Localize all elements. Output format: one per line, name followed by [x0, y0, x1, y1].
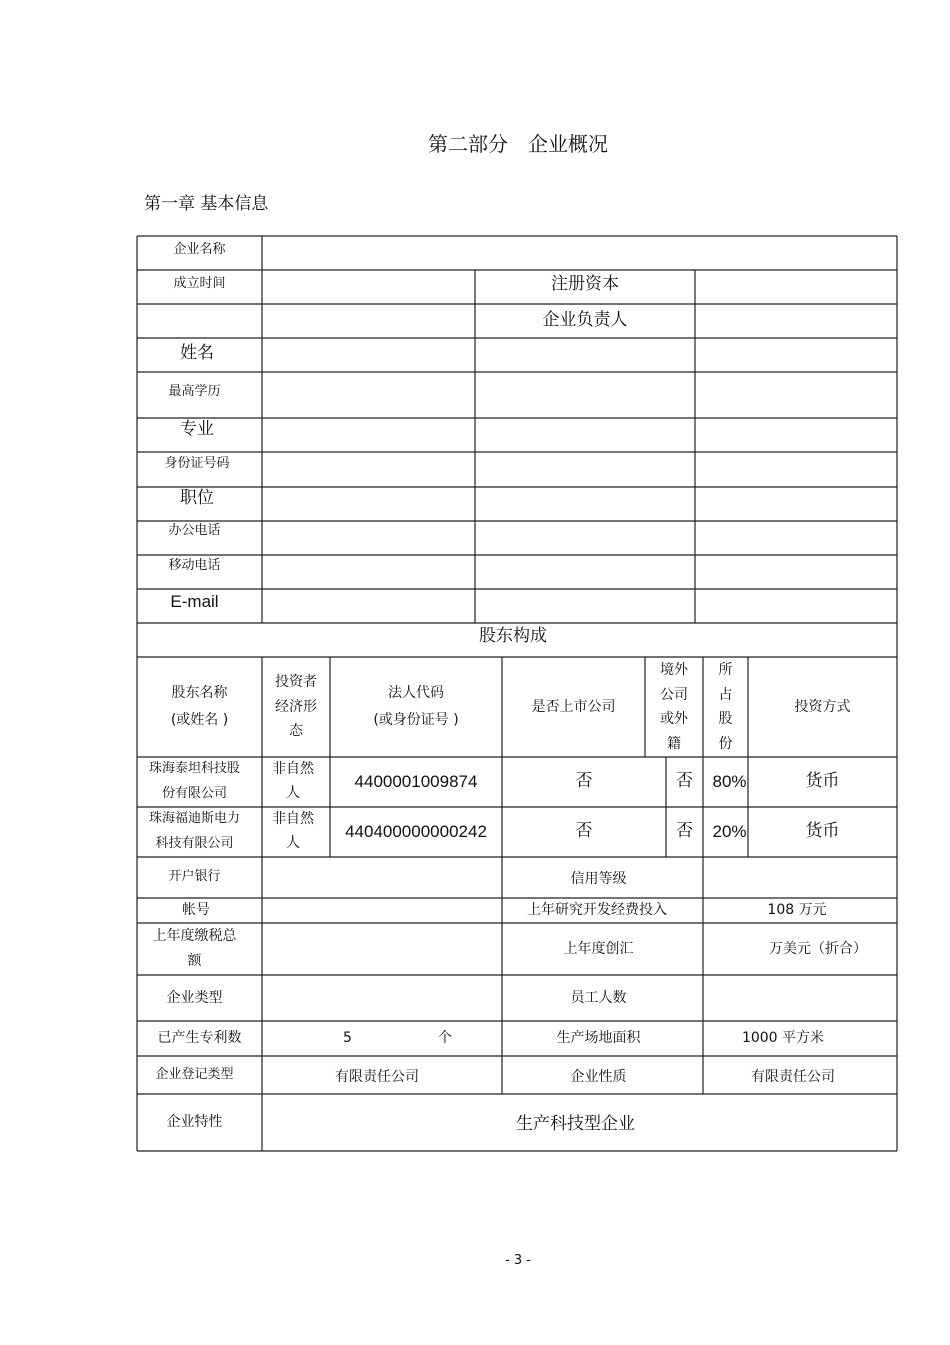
- forex-earnings-value: 万美元（折合）: [769, 940, 867, 957]
- position-label: 职位: [180, 488, 214, 509]
- col-header-line: 态: [289, 723, 303, 740]
- col-header-investor-type: [262, 657, 330, 757]
- col-header-line: 法人代码: [388, 685, 444, 702]
- col-header-shareholder-name: [137, 657, 262, 757]
- table-row-cell-name: [137, 807, 252, 857]
- patent-count-label: 已产生专利数: [157, 1030, 242, 1047]
- col-header-listed: 是否上市公司: [531, 698, 616, 715]
- table-row-cell-type: [262, 807, 324, 857]
- leader-label: 企业负责人: [542, 310, 628, 331]
- col-header-legal-code: [330, 657, 502, 757]
- rd-investment-value: 108 万元: [767, 902, 827, 919]
- staff-count-label: 员工人数: [570, 989, 627, 1006]
- company-type-label: 企业类型: [166, 989, 223, 1006]
- table-row-cell-method: 货币: [805, 771, 840, 792]
- table-row-cell-code: 4400001009874: [354, 772, 478, 792]
- table-row-cell-share: 20%: [712, 822, 747, 842]
- col-header-line: 股: [718, 711, 733, 727]
- company-nature-value: 有限责任公司: [751, 1068, 835, 1085]
- page-title: 第二部分 企业概况: [428, 132, 608, 156]
- registered-capital-label: 注册资本: [551, 274, 619, 295]
- cell-line: 人: [286, 835, 300, 851]
- col-header-line: (或身份证号 ): [373, 712, 459, 728]
- table-row-cell-foreign: 否: [676, 821, 693, 842]
- table-row-cell-method: 货币: [805, 821, 840, 842]
- education-label: 最高学历: [168, 383, 221, 399]
- table-row-cell-listed: 否: [575, 821, 593, 842]
- col-header-line: 占: [718, 686, 733, 703]
- site-area-value: 1000 平方米: [741, 1030, 825, 1047]
- label-line: 额: [187, 953, 202, 969]
- major-label: 专业: [180, 419, 214, 440]
- table-row-cell-share: 80%: [712, 772, 747, 792]
- cell-line: 人: [286, 785, 300, 801]
- company-name-label: 企业名称: [173, 241, 226, 257]
- credit-level-label: 信用等级: [570, 870, 627, 887]
- col-header-line: 股东名称: [171, 685, 228, 702]
- chapter-heading: 第一章 基本信息: [144, 194, 269, 214]
- shareholders-section-title: 股东构成: [479, 626, 547, 647]
- col-header-line: 份: [718, 735, 733, 752]
- office-phone-label: 办公电话: [168, 522, 221, 538]
- col-header-invest-method: 投资方式: [794, 698, 851, 715]
- cell-line: 非自然: [272, 811, 314, 828]
- table-row-cell-name: [137, 757, 252, 807]
- site-area-label: 生产场地面积: [556, 1030, 641, 1047]
- col-header-line: 籍: [667, 735, 681, 752]
- col-header-line: 经济形: [275, 698, 317, 715]
- col-header-line: (或姓名 ): [170, 712, 229, 728]
- col-header-foreign: [645, 657, 703, 757]
- cell-line: 非自然: [272, 761, 314, 778]
- account-label: 帐号: [182, 902, 210, 919]
- col-header-line: 投资者: [275, 674, 317, 691]
- forex-earnings-label: 上年度创汇: [563, 940, 634, 957]
- page-number: - 3 -: [505, 1253, 531, 1268]
- company-feature-label: 企业特性: [166, 1114, 223, 1131]
- bank-label: 开户银行: [168, 868, 221, 884]
- id-number-label: 身份证号码: [164, 455, 230, 471]
- patent-count-value: 5: [343, 1030, 352, 1047]
- table-row-cell-type: [262, 757, 324, 807]
- rd-investment-label: 上年研究开发经费投入: [527, 902, 667, 919]
- founded-label: 成立时间: [173, 275, 226, 291]
- table-row-cell-foreign: 否: [676, 771, 693, 792]
- registration-type-label: 企业登记类型: [155, 1066, 234, 1082]
- cell-line: 珠海泰坦科技股: [148, 761, 240, 777]
- col-header-line: 或外: [660, 711, 688, 727]
- name-label: 姓名: [180, 343, 214, 364]
- email-label: E-mail: [170, 592, 219, 612]
- col-header-line: 境外: [660, 662, 688, 678]
- table-row-cell-listed: 否: [575, 771, 593, 792]
- cell-line: 珠海福迪斯电力: [148, 811, 240, 827]
- cell-line: 科技有限公司: [155, 836, 234, 851]
- col-header-line: 公司: [660, 686, 688, 703]
- col-header-line: 所: [718, 662, 733, 678]
- registration-type-value: 有限责任公司: [335, 1068, 419, 1085]
- mobile-phone-label: 移动电话: [168, 557, 221, 573]
- label-line: 上年度缴税总: [152, 927, 237, 944]
- patent-count-unit: 个: [438, 1030, 452, 1047]
- company-feature-value: 生产科技型企业: [516, 1114, 635, 1135]
- company-nature-label: 企业性质: [570, 1068, 627, 1085]
- cell-line: 份有限公司: [161, 786, 227, 801]
- col-header-share: [703, 657, 748, 757]
- table-row-cell-code: 440400000000242: [345, 822, 487, 842]
- tax-total-label: [137, 923, 252, 975]
